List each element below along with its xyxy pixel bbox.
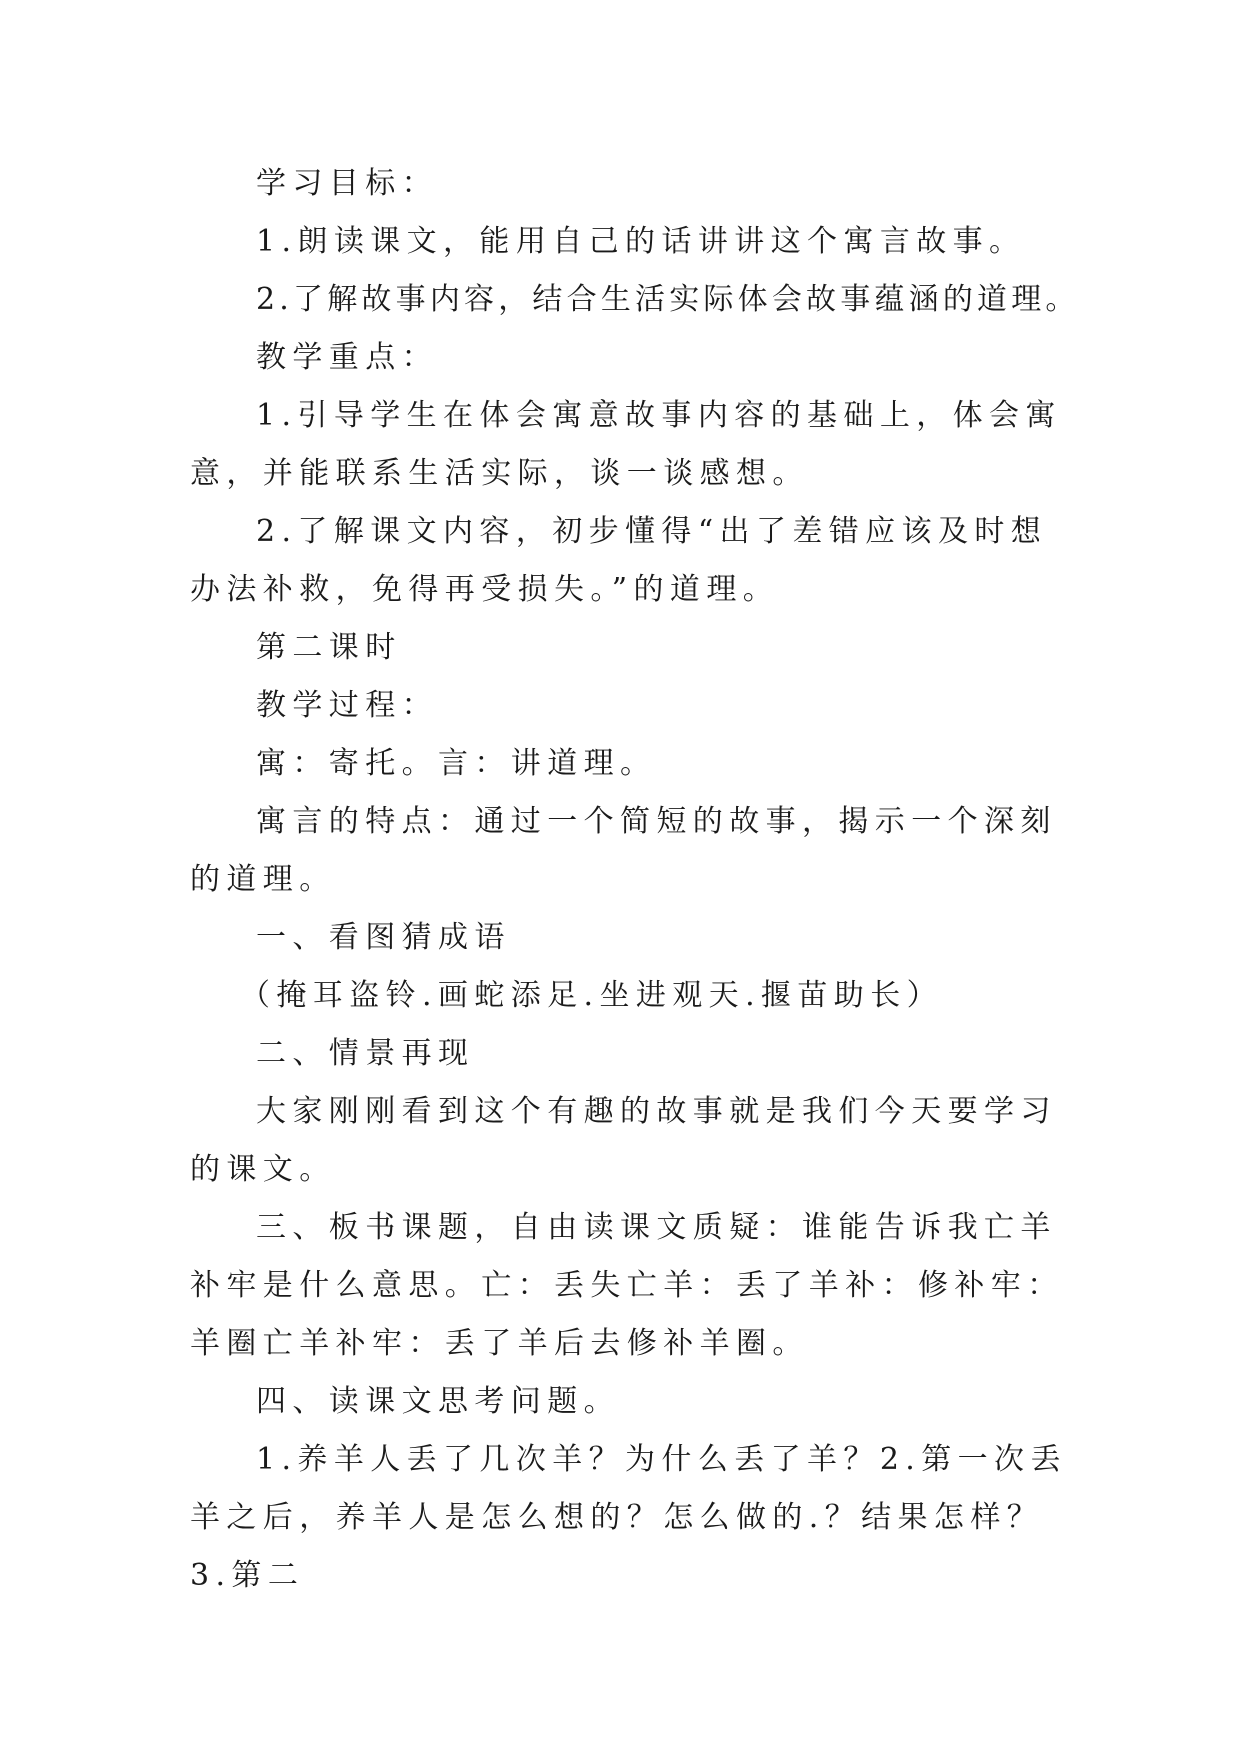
section-1-title: 一、看图猜成语 <box>256 920 511 955</box>
section-4-title: 四、读课文思考问题。 <box>256 1384 620 1419</box>
goal-item-1: 1.朗读课文，能用自己的话讲讲这个寓言故事。 <box>256 224 1026 259</box>
goal-item-2: 2.了解故事内容，结合生活实际体会故事蕴涵的道理。 <box>256 282 1080 317</box>
idiom-list: （掩耳盗铃.画蛇添足.坐进观天.揠苗助长） <box>240 978 944 1013</box>
heading-learning-goals: 学习目标： <box>256 166 438 201</box>
fable-definition: 寓：寄托。言：讲道理。 <box>256 746 657 781</box>
section-4-questions: 1.养羊人丢了几次羊？为什么丢了羊？2.第一次丢羊之后，养羊人是怎么想的？怎么做的.？结果怎样？3.第二 <box>190 1442 1067 1593</box>
section-2-title: 二、情景再现 <box>256 1036 475 1071</box>
heading-teaching-focus: 教学重点： <box>256 340 438 375</box>
document-body <box>190 155 1080 1605</box>
fable-characteristics: 寓言的特点：通过一个简短的故事，揭示一个深刻的道理。 <box>190 804 1057 897</box>
heading-teaching-process: 教学过程： <box>256 688 438 723</box>
section-3-text: 三、板书课题，自由读课文质疑：谁能告诉我亡羊补牢是什么意思。亡：丢失亡羊：丢了羊补：修补牢：羊圈亡羊补牢：丢了羊后去修补羊圈。 <box>190 1210 1064 1361</box>
focus-item-1: 1.引导学生在体会寓意故事内容的基础上，体会寓意，并能联系生活实际，谈一谈感想。 <box>190 398 1062 491</box>
lesson-period-label: 第二课时 <box>256 630 402 665</box>
section-2-text: 大家刚刚看到这个有趣的故事就是我们今天要学习的课文。 <box>190 1094 1057 1187</box>
focus-item-2: 2.了解课文内容，初步懂得“出了差错应该及时想办法补救，免得再受损失。”的道理。 <box>190 514 1048 607</box>
